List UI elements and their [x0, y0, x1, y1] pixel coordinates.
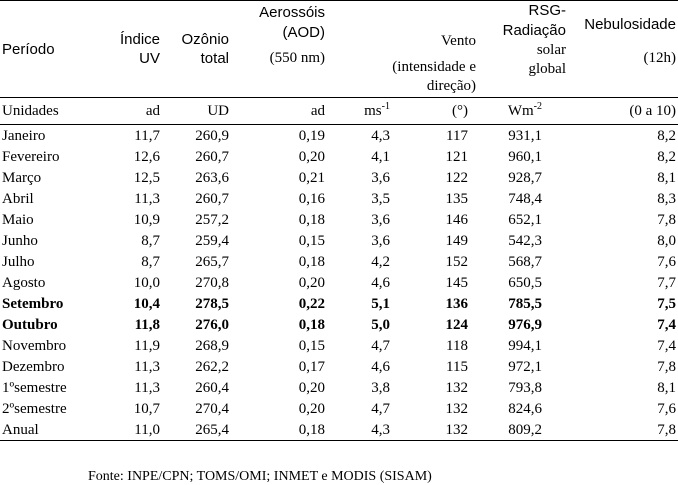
- cell-rsg: 652,1: [508, 211, 542, 228]
- unit-aod: ad: [231, 98, 327, 125]
- cell-vento-intensidade: 3,6: [371, 211, 390, 228]
- cell-aod: 0,18: [298, 316, 325, 333]
- header-vento: Vento (intensidade e direção): [327, 1, 478, 98]
- cell-vento-direcao: 145: [445, 274, 468, 291]
- cell-periodo: Maio: [2, 211, 34, 228]
- unit-vento-direcao: (°): [392, 98, 478, 125]
- cell-periodo: 1ºsemestre: [2, 379, 67, 396]
- cell-ozonio: 276,0: [195, 316, 229, 333]
- cell-rsg: 928,7: [508, 169, 542, 186]
- cell-ozonio: 270,8: [195, 274, 229, 291]
- table-row: [0, 146, 678, 167]
- cell-vento-intensidade: 4,6: [371, 274, 390, 291]
- table-row: [0, 188, 678, 209]
- cell-vento-intensidade: 4,7: [371, 400, 390, 417]
- cell-ozonio: 265,7: [195, 253, 229, 270]
- cell-vento-direcao: 152: [445, 253, 468, 270]
- cell-periodo: Abril: [2, 190, 34, 207]
- cell-vento-direcao: 124: [445, 316, 468, 333]
- cell-ozonio: 278,5: [195, 295, 229, 312]
- cell-aod: 0,21: [298, 169, 325, 186]
- cell-aod: 0,22: [298, 295, 325, 312]
- cell-periodo: Janeiro: [2, 127, 46, 144]
- header-periodo: Período: [0, 1, 100, 98]
- table-row: [0, 167, 678, 188]
- table-row: [0, 314, 678, 335]
- cell-aod: 0,18: [298, 211, 325, 228]
- cell-vento-direcao: 117: [446, 127, 468, 144]
- cell-nebulosidade: 8,2: [657, 148, 676, 165]
- cell-rsg: 809,2: [478, 419, 568, 441]
- header-rsg: RSG- Radiação solar global: [478, 1, 568, 98]
- cell-vento-intensidade: 4,7: [371, 337, 390, 354]
- cell-nebulosidade: 8,0: [657, 232, 676, 249]
- cell-ozonio: 259,4: [195, 232, 229, 249]
- cell-nebulosidade: 7,5: [657, 295, 676, 312]
- cell-nebulosidade: 7,8: [657, 358, 676, 375]
- header-nebulosidade: Nebulosidade (12h): [568, 1, 678, 98]
- cell-aod: 0,15: [298, 337, 325, 354]
- table-row: [0, 356, 678, 377]
- cell-periodo: Agosto: [2, 274, 46, 291]
- cell-periodo: 2ºsemestre: [2, 400, 67, 417]
- header-aerossois: Aerossóis (AOD) (550 nm): [231, 1, 327, 98]
- unit-ozonio: UD: [162, 98, 231, 125]
- cell-periodo: Julho: [2, 253, 35, 270]
- cell-uv: 12,5: [133, 169, 160, 186]
- cell-uv: 11,3: [134, 358, 160, 375]
- table-row: [0, 398, 678, 419]
- cell-uv: 10,0: [133, 274, 160, 291]
- cell-aod: 0,20: [298, 274, 325, 291]
- cell-periodo: Fevereiro: [2, 148, 60, 165]
- table-row: [0, 125, 678, 147]
- cell-ozonio: 260,7: [195, 190, 229, 207]
- cell-vento-intensidade: 4,3: [371, 127, 390, 144]
- cell-rsg: 568,7: [508, 253, 542, 270]
- cell-nebulosidade: 7,6: [657, 400, 676, 417]
- cell-nebulosidade: 8,1: [657, 169, 676, 186]
- cell-uv: 10,4: [133, 295, 160, 312]
- cell-ozonio: 265,4: [162, 419, 231, 441]
- cell-aod: 0,17: [298, 358, 325, 375]
- cell-aod: 0,16: [298, 190, 325, 207]
- table-row: [0, 230, 678, 251]
- cell-ozonio: 260,4: [195, 379, 229, 396]
- cell-vento-intensidade: 4,3: [327, 419, 392, 441]
- cell-ozonio: 270,4: [195, 400, 229, 417]
- cell-uv: 8,7: [141, 232, 160, 249]
- unit-nebulosidade: (0 a 10): [568, 98, 678, 125]
- cell-vento-intensidade: 3,6: [371, 169, 390, 186]
- cell-vento-direcao: 146: [445, 211, 468, 228]
- cell-aod: 0,20: [298, 379, 325, 396]
- cell-ozonio: 260,9: [195, 127, 229, 144]
- unit-vento-intensidade: $ms^{-1}$: [327, 98, 392, 125]
- header-indice-uv: Índice UV: [100, 1, 162, 98]
- cell-vento-direcao: 122: [445, 169, 468, 186]
- table-row: [0, 293, 678, 314]
- table-row: [0, 335, 678, 356]
- cell-rsg: 994,1: [508, 337, 542, 354]
- header-row: [0, 1, 678, 98]
- units-row: [0, 98, 678, 125]
- cell-ozonio: 257,2: [195, 211, 229, 228]
- cell-nebulosidade: 7,6: [657, 253, 676, 270]
- cell-uv: 11,9: [134, 337, 160, 354]
- cell-uv: 12,6: [133, 148, 160, 165]
- cell-uv: 11,3: [134, 379, 160, 396]
- cell-aod: 0,20: [298, 148, 325, 165]
- source-note: Fonte: INPE/CPN; TOMS/OMI; INMET e MODIS (SISAM): [88, 469, 432, 484]
- cell-uv: 8,7: [141, 253, 160, 270]
- unit-uv: ad: [100, 98, 162, 125]
- cell-uv: 11,7: [134, 127, 160, 144]
- cell-uv: 10,7: [133, 400, 160, 417]
- cell-nebulosidade: 7,8: [657, 211, 676, 228]
- cell-rsg: 650,5: [508, 274, 542, 291]
- cell-rsg: 542,3: [508, 232, 542, 249]
- cell-vento-direcao: 136: [445, 295, 468, 312]
- table-row: [0, 419, 678, 441]
- header-ozonio-total: Ozônio total: [162, 1, 231, 98]
- cell-aod: 0,19: [298, 127, 325, 144]
- cell-periodo: Novembro: [2, 337, 67, 354]
- cell-periodo: Junho: [2, 232, 38, 249]
- cell-periodo: Setembro: [2, 295, 64, 312]
- unit-rsg: $Wm^{-2}$: [478, 98, 568, 125]
- cell-vento-direcao: 132: [445, 400, 468, 417]
- cell-rsg: 931,1: [508, 127, 542, 144]
- cell-vento-intensidade: 3,8: [371, 379, 390, 396]
- cell-uv: 10,9: [133, 211, 160, 228]
- cell-aod: 0,20: [298, 400, 325, 417]
- cell-periodo: Março: [2, 169, 42, 186]
- units-label: Unidades: [0, 98, 100, 125]
- cell-vento-intensidade: 4,1: [371, 148, 390, 165]
- cell-vento-intensidade: 3,5: [371, 190, 390, 207]
- cell-ozonio: 262,2: [195, 358, 229, 375]
- table-row: [0, 377, 678, 398]
- table-row: [0, 209, 678, 230]
- cell-rsg: 785,5: [508, 295, 542, 312]
- cell-vento-intensidade: 4,6: [371, 358, 390, 375]
- cell-vento-intensidade: 5,1: [371, 295, 390, 312]
- cell-uv: 11,0: [100, 419, 162, 441]
- cell-aod: 0,18: [231, 419, 327, 441]
- cell-vento-intensidade: 5,0: [371, 316, 390, 333]
- cell-nebulosidade: 8,2: [657, 127, 676, 144]
- cell-uv: 11,8: [134, 316, 160, 333]
- cell-ozonio: 260,7: [195, 148, 229, 165]
- cell-rsg: 824,6: [508, 400, 542, 417]
- cell-vento-direcao: 132: [445, 379, 468, 396]
- cell-nebulosidade: 7,8: [568, 419, 678, 441]
- cell-nebulosidade: 7,4: [657, 316, 676, 333]
- cell-rsg: 972,1: [508, 358, 542, 375]
- cell-rsg: 960,1: [508, 148, 542, 165]
- cell-nebulosidade: 8,1: [657, 379, 676, 396]
- cell-vento-direcao: 115: [446, 358, 468, 375]
- cell-nebulosidade: 7,4: [657, 337, 676, 354]
- table-row: [0, 272, 678, 293]
- cell-rsg: 793,8: [508, 379, 542, 396]
- cell-rsg: 748,4: [508, 190, 542, 207]
- cell-vento-direcao: 118: [446, 337, 468, 354]
- cell-periodo: Dezembro: [2, 358, 65, 375]
- cell-rsg: 976,9: [508, 316, 542, 333]
- cell-uv: 11,3: [134, 190, 160, 207]
- cell-periodo: Anual: [0, 419, 100, 441]
- cell-vento-direcao: 149: [445, 232, 468, 249]
- cell-periodo: Outubro: [2, 316, 58, 333]
- cell-ozonio: 268,9: [195, 337, 229, 354]
- cell-ozonio: 263,6: [195, 169, 229, 186]
- cell-aod: 0,18: [298, 253, 325, 270]
- cell-vento-intensidade: 3,6: [371, 232, 390, 249]
- cell-vento-direcao: 135: [445, 190, 468, 207]
- cell-nebulosidade: 8,3: [657, 190, 676, 207]
- cell-vento-direcao: 121: [445, 148, 468, 165]
- cell-nebulosidade: 7,7: [657, 274, 676, 291]
- cell-vento-intensidade: 4,2: [371, 253, 390, 270]
- cell-aod: 0,15: [298, 232, 325, 249]
- cell-vento-direcao: 132: [392, 419, 478, 441]
- table-row: [0, 251, 678, 272]
